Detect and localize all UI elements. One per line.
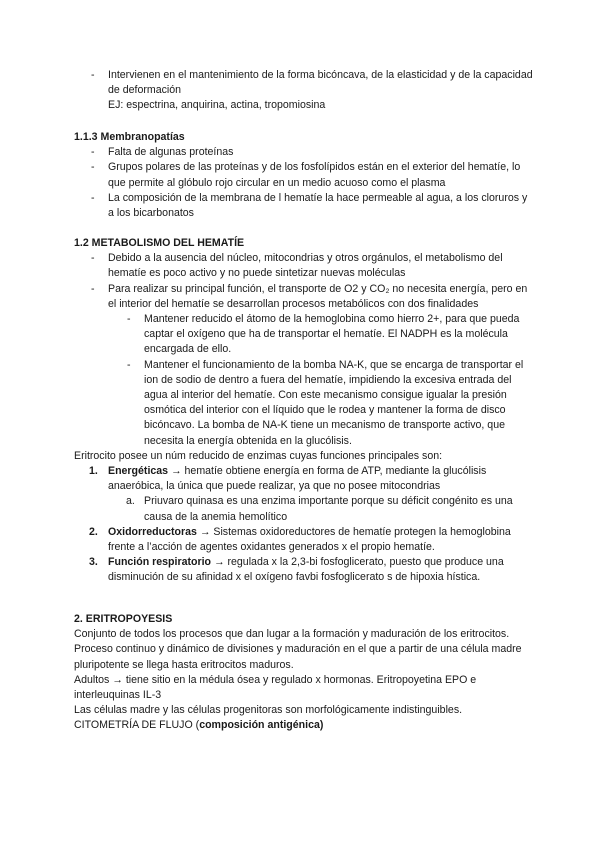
membranopatias-section [74, 130, 534, 221]
item-term: Energéticas [108, 465, 169, 478]
paragraph: CITOMETRÍA DE FLUJO (composición antigénica) [74, 719, 324, 732]
numbered-item: 1. Energéticas → hematíe obtiene energía en forma de ATP, mediante la glucólisis anaeróbica, la única que puede realizar, ya que no posee mitocondrias [89, 465, 487, 493]
eritropoyesis-section [74, 612, 534, 734]
list-item: - Debido a la ausencia del núcleo, mitocondrias y otros orgánulos, el metabolismo del hematíe es poco activo y no puede sintetizar nuevas moléculas [91, 252, 503, 280]
bullet-dash: - [127, 358, 131, 371]
item-term: Función respiratorio [108, 556, 212, 569]
item-term: Oxidorreductoras [108, 525, 197, 538]
intro-section [74, 68, 534, 114]
numbered-item: 2. Oxidorreductoras → Sistemas oxidoreductores de hematíe protegen la hemoglobina frente a l’acción de agentes oxidantes generados x el propio hematíe. [89, 525, 511, 554]
item-number: 1. [89, 465, 98, 478]
list-item: - La composición de la membrana de l hematíe la hace permeable al agua, a los cloruros y a los bicarbonatos [91, 191, 528, 220]
bullet-dash: - [91, 146, 95, 159]
bullet-dash: - [91, 282, 95, 295]
sub-numbered-item: a. Priuvaro quinasa es una enzima importante porque su déficit congénito es una causa de la anemia hemolítico [126, 495, 513, 523]
list-item: - Para realizar su principal función, el transporte de O2 y CO₂ no necesita energía, pero en el interior del hematíe se desarrollan procesos metabólicos con dos finalidades [91, 282, 528, 310]
section-heading: 2. ERITROPOYESIS [74, 613, 173, 625]
item-number: 3. [89, 556, 98, 569]
bullet-dash: - [91, 191, 95, 204]
bullet-dash: - [127, 313, 131, 326]
bullet-dash: - [91, 252, 95, 265]
item-number: 2. [89, 525, 98, 538]
list-item: - Intervienen en el mantenimiento de la forma bicóncava, de la elasticidad y de la capacidad de deformación EJ: espectrina, anquirina, actina, tropomiosina [91, 69, 533, 112]
paragraph: Conjunto de todos los procesos que dan lugar a la formación y maduración de los eritrocitos. Proceso continuo y dinámico de divisiones y maduración en el que a partir de una célula madre pluripotente se llega hasta eritrocitos maduros. [74, 628, 522, 671]
paragraph: Adultos → tiene sitio en la médula ósea y regulado x hormonas. Eritropoyetina EPO e interleuquinas IL-3 [74, 673, 477, 702]
section-heading: 1.2 METABOLISMO DEL HEMATÍE [74, 237, 245, 249]
numbered-item: 3. Función respiratorio → regulada x la 2,3-bi fosfoglicerato, puesto que produce una disminución de su afinidad x el oxígeno favbi fosfoglicerato s de hipoxia hística. [89, 556, 504, 584]
paragraph: Las células madre y las células progenitoras son morfológicamente indistinguibles. [74, 704, 463, 717]
sub-list-item: - Mantener reducido el átomo de la hemoglobina como hierro 2+, para que pueda captar el oxígeno que ha de transportar el hematíe. El NADPH es la molécula encargada de ello. [127, 313, 520, 356]
list-item: - Falta de algunas proteínas [74, 145, 534, 160]
section-heading: 1.1.3 Membranopatías [74, 131, 185, 143]
enzymes-intro: Eritrocito posee un núm reducido de enzimas cuyas funciones principales son: [74, 449, 443, 462]
item-letter: a. [126, 495, 135, 508]
sub-list-item: - Mantener el funcionamiento de la bomba NA-K, que se encarga de transportar el ion de sodio de dentro a fuera del hematíe, impidiendo la excesiva entrada del agua al interior del hematíe. Con este mecanismo consigue igualar la presión osmótica del interior con el líquido que le rodea y mantener la forma de disco bicóncavo. La bomba de NA-K tiene un mecanismo de transporte activo, que necesita la energía obtenida en la glucólisis. [127, 358, 524, 447]
bullet-dash: - [91, 69, 95, 81]
list-item: - Grupos polares de las proteínas y de los fosfolípidos están en el exterior del hematíe, lo que permite al glóbulo rojo circular en un medio acuoso como el plasma [91, 161, 521, 189]
bullet-dash: - [91, 161, 95, 174]
metabolismo-section [74, 236, 534, 586]
